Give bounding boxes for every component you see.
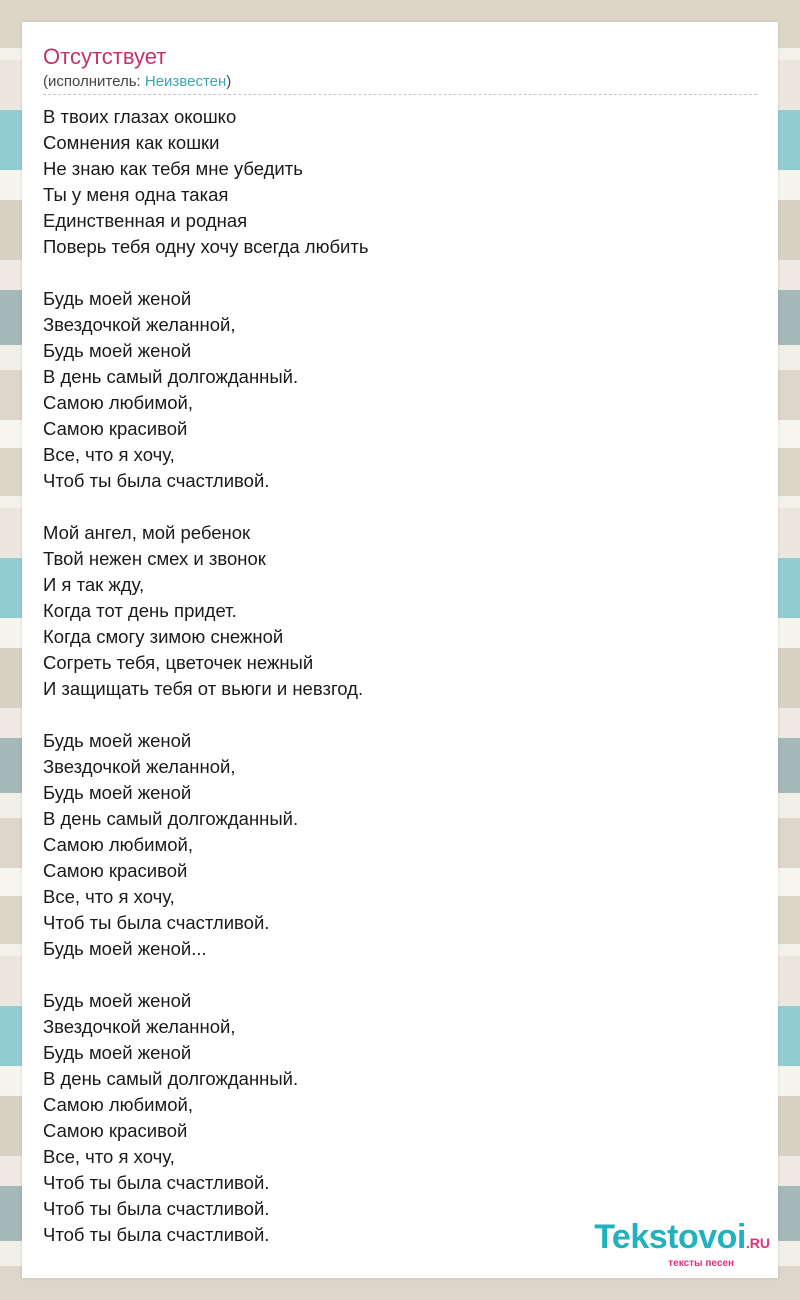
- lyric-line: Самою красивой: [43, 1120, 188, 1141]
- lyrics-card: [22, 22, 778, 1278]
- lyric-line: Сомнения как кошки: [43, 132, 220, 153]
- lyric-line: Будь моей женой: [43, 990, 192, 1011]
- artist-suffix: ): [226, 73, 232, 90]
- title-divider: [43, 94, 757, 95]
- logo-tagline: тексты песен: [668, 1258, 734, 1269]
- logo-suffix: .RU: [745, 1235, 770, 1251]
- logo-main-text: Tekstovoi: [594, 1218, 746, 1256]
- lyric-line: Все, что я хочу,: [43, 1146, 175, 1167]
- lyric-line: Чтоб ты была счастливой.: [43, 470, 270, 491]
- lyric-line: И защищать тебя от вьюги и невзгод.: [43, 678, 364, 699]
- lyric-line: Будь моей женой: [43, 288, 192, 309]
- lyric-line: Согреть тебя, цветочек нежный: [43, 652, 314, 673]
- site-logo[interactable]: [560, 1220, 770, 1270]
- lyric-line: Чтоб ты была счастливой.: [43, 1224, 270, 1245]
- song-title: Отсутствует: [43, 44, 167, 69]
- artist-line: [43, 73, 231, 91]
- lyric-line: Все, что я хочу,: [43, 444, 175, 465]
- lyric-line: Будь моей женой: [43, 340, 192, 361]
- lyric-line: В день самый долгожданный.: [43, 366, 299, 387]
- lyric-line: Все, что я хочу,: [43, 886, 175, 907]
- lyric-line: Самою любимой,: [43, 392, 193, 413]
- lyric-line: Мой ангел, мой ребенок: [43, 522, 251, 543]
- artist-prefix: (исполнитель:: [43, 73, 145, 90]
- lyric-line: Когда смогу зимою снежной: [43, 626, 284, 647]
- lyric-line: Твой нежен смех и звонок: [43, 548, 266, 569]
- lyric-line: Будь моей женой: [43, 730, 192, 751]
- lyric-line: Будь моей женой: [43, 782, 192, 803]
- lyric-line: Самою красивой: [43, 418, 188, 439]
- lyric-line: Звездочкой желанной,: [43, 1016, 236, 1037]
- lyric-line: В день самый долгожданный.: [43, 1068, 299, 1089]
- lyric-line: В день самый долгожданный.: [43, 808, 299, 829]
- lyric-line: Будь моей женой...: [43, 938, 207, 959]
- logo-wordmark: [560, 1220, 770, 1260]
- lyric-line: Будь моей женой: [43, 1042, 192, 1063]
- lyric-line: Чтоб ты была счастливой.: [43, 1172, 270, 1193]
- lyric-line: Поверь тебя одну хочу всегда любить: [43, 236, 369, 257]
- lyrics-text: [43, 104, 369, 1248]
- artist-link[interactable]: Неизвестен: [144, 73, 227, 90]
- lyric-line: Не знаю как тебя мне убедить: [43, 158, 303, 179]
- lyric-line: Чтоб ты была счастливой.: [43, 912, 270, 933]
- lyric-line: Звездочкой желанной,: [43, 756, 236, 777]
- lyric-line: Когда тот день придет.: [43, 600, 237, 621]
- lyric-line: Единственная и родная: [43, 210, 248, 231]
- lyric-line: Звездочкой желанной,: [43, 314, 236, 335]
- lyric-line: Чтоб ты была счастливой.: [43, 1198, 270, 1219]
- lyric-line: В твоих глазах окошко: [43, 106, 237, 127]
- lyric-line: Самою красивой: [43, 860, 188, 881]
- lyric-line: Самою любимой,: [43, 1094, 193, 1115]
- lyric-line: И я так жду,: [43, 574, 145, 595]
- lyric-line: Ты у меня одна такая: [43, 184, 229, 205]
- lyric-line: Самою любимой,: [43, 834, 193, 855]
